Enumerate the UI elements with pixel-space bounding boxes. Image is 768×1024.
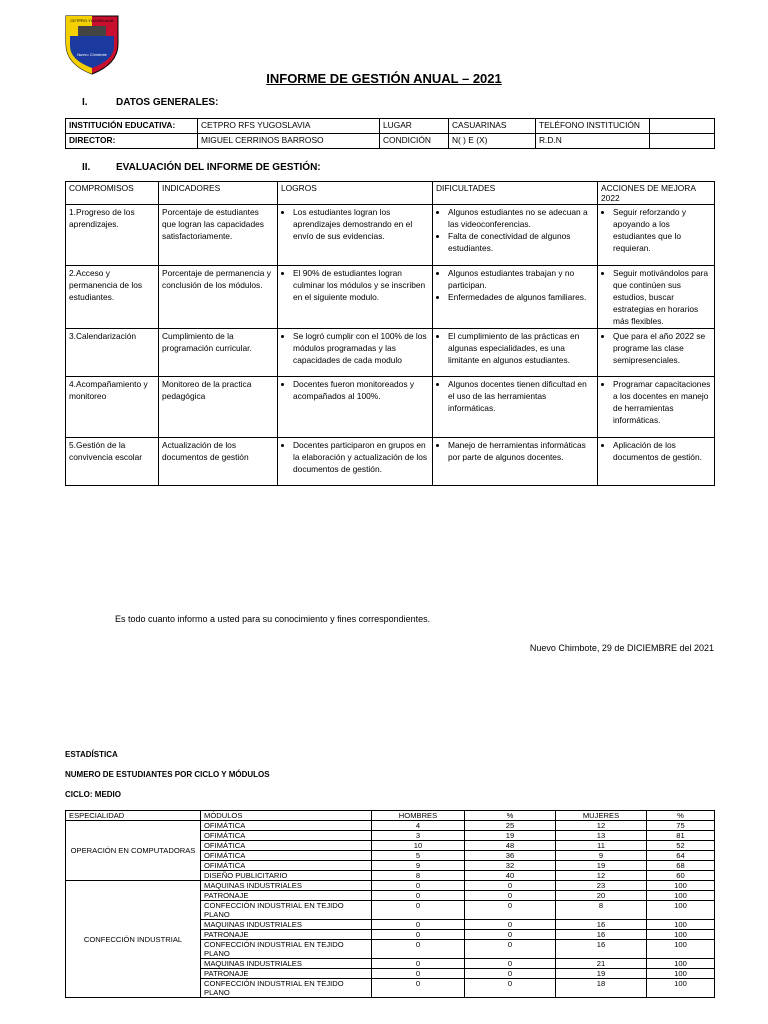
value-cell: 0 bbox=[372, 891, 465, 901]
stats-subtitle: NUMERO DE ESTUDIANTES POR CICLO Y MÓDULOS bbox=[65, 770, 270, 779]
modulo-cell: CONFECCIÓN INDUSTRIAL EN TEJIDO PLANO bbox=[201, 901, 372, 920]
value-cell: 100 bbox=[647, 920, 715, 930]
value-cell: 81 bbox=[647, 831, 715, 841]
modulo-cell: CONFECCIÓN INDUSTRIAL EN TEJIDO PLANO bbox=[201, 979, 372, 998]
value-cell: 0 bbox=[372, 940, 465, 959]
table-row bbox=[66, 821, 715, 831]
value-cell: 100 bbox=[647, 979, 715, 998]
list-item: • Algunos estudiantes trabajan y no participan. bbox=[448, 267, 594, 291]
value-cell: 13 bbox=[556, 831, 647, 841]
value-cell: 18 bbox=[556, 979, 647, 998]
value-cell: 23 bbox=[556, 881, 647, 891]
log-cell bbox=[278, 266, 433, 329]
value-cell: 0 bbox=[372, 930, 465, 940]
list-item: • Enfermedades de algunos familiares. bbox=[448, 291, 594, 303]
modulo-cell: MAQUINAS INDUSTRIALES bbox=[201, 920, 372, 930]
list-item: • Aplicación de los documentos de gestión. bbox=[613, 439, 711, 463]
list-item: • Se logró cumplir con el 100% de los módulos programadas y las capacidades de cada modulo bbox=[293, 330, 429, 366]
value-cell: 16 bbox=[556, 940, 647, 959]
value-cell: 16 bbox=[556, 920, 647, 930]
list-item: • Seguir motivándolos para que continúen sus estudios, buscar estrategias en horarios más flexibles. bbox=[613, 267, 711, 327]
value-cell: 0 bbox=[372, 920, 465, 930]
indicador-cell: Porcentaje de permanencia y conclusión de los módulos. bbox=[159, 266, 278, 329]
list-item: • Programar capacitaciones a los docentes en manejo de herramientas informáticas. bbox=[613, 378, 711, 426]
modulo-cell: OFIMÁTICA bbox=[201, 851, 372, 861]
log-cell bbox=[278, 205, 433, 266]
value-cell: 0 bbox=[465, 930, 556, 940]
report-date: Nuevo Chimbote, 29 de DICIEMBRE del 2021 bbox=[529, 643, 714, 653]
compromiso-cell: 4.Acompañamiento y monitoreo bbox=[66, 377, 159, 438]
value-cell: 0 bbox=[372, 969, 465, 979]
value-cell: 19 bbox=[556, 969, 647, 979]
value-cell: 9 bbox=[556, 851, 647, 861]
value-cell: 100 bbox=[647, 891, 715, 901]
acc-cell bbox=[598, 377, 715, 438]
acc-cell bbox=[598, 438, 715, 486]
list-item: • El 90% de estudiantes logran culminar los módulos y se inscriben en el siguiente modulo. bbox=[293, 267, 429, 303]
value-cell: 0 bbox=[372, 979, 465, 998]
value-cell: 100 bbox=[647, 969, 715, 979]
evaluation-row bbox=[66, 377, 715, 438]
especialidad-cell: CONFECCIÓN INDUSTRIAL bbox=[66, 881, 201, 998]
statistics-table: ESPECIALIDAD MÓDULOS HOMBRES % MUJERES % OPERACIÓN EN COMPUTADORAS OFIMÁTICA 4 25 12 75 OFIMÁTICA 3 19 13 81 OFIMÁTICA 10 48 11 52 OFIMÁTICA 5 36 9 64 OFIMÁTICA 9 32 19 68 DISEÑO PUBLICITARIO 8 40 12 60 CONFECCIÓN INDUSTRIAL MAQUINAS INDUSTRIALES 0 0 23 100 PATRONAJE 0 0 20 100 CONFECCIÓN INDUSTRIAL EN TEJIDO PLANO 0 0 8 100 MAQUINAS INDUSTRIALES 0 0 16 100 PATRONAJE 0 0 16 100 CONFECCIÓN INDUSTRIAL EN TEJIDO PLANO 0 0 16 100 MAQUINAS INDUSTRIALES 0 0 21 100 PATRONAJE 0 0 19 100 CONFECCIÓN INDUSTRIAL EN TEJIDO PLANO 0 0 18 100 bbox=[65, 810, 715, 998]
value-cell: 100 bbox=[647, 930, 715, 940]
value-cell: 8 bbox=[372, 871, 465, 881]
value-cell: 3 bbox=[372, 831, 465, 841]
value-cell: 75 bbox=[647, 821, 715, 831]
institution-logo bbox=[64, 14, 120, 76]
modulo-cell: PATRONAJE bbox=[201, 891, 372, 901]
table-row bbox=[66, 881, 715, 891]
stats-title: ESTADÍSTICA bbox=[65, 750, 118, 759]
value-cell: 100 bbox=[647, 959, 715, 969]
value-cell: 0 bbox=[372, 881, 465, 891]
value-cell: 100 bbox=[647, 940, 715, 959]
value-cell: 0 bbox=[465, 920, 556, 930]
value-cell: 8 bbox=[556, 901, 647, 920]
value-cell: 16 bbox=[556, 930, 647, 940]
compromiso-cell: 3.Calendarización bbox=[66, 329, 159, 377]
value-cell: 48 bbox=[465, 841, 556, 851]
dif-cell bbox=[433, 329, 598, 377]
value-cell: 52 bbox=[647, 841, 715, 851]
list-item: • Falta de conectividad de algunos estudiantes. bbox=[448, 230, 594, 254]
especialidad-cell: OPERACIÓN EN COMPUTADORAS bbox=[66, 821, 201, 881]
list-item: • Los estudiantes logran los aprendizajes demostrando en el envío de sus evidencias. bbox=[293, 206, 429, 242]
log-cell bbox=[278, 438, 433, 486]
evaluation-row bbox=[66, 266, 715, 329]
modulo-cell: MAQUINAS INDUSTRIALES bbox=[201, 881, 372, 891]
value-cell: 68 bbox=[647, 861, 715, 871]
modulo-cell: OFIMÁTICA bbox=[201, 821, 372, 831]
list-item: • Algunos docentes tienen dificultad en el uso de las herramientas informáticas. bbox=[448, 378, 594, 414]
value-cell: 10 bbox=[372, 841, 465, 851]
list-item: • Docentes fueron monitoreados y acompañados al 100%. bbox=[293, 378, 429, 402]
value-cell: 60 bbox=[647, 871, 715, 881]
value-cell: 25 bbox=[465, 821, 556, 831]
value-cell: 12 bbox=[556, 871, 647, 881]
log-cell bbox=[278, 377, 433, 438]
page-title: INFORME DE GESTIÓN ANUAL – 2021 bbox=[266, 71, 502, 86]
indicador-cell: Cumplimiento de la programación curricular. bbox=[159, 329, 278, 377]
value-cell: 0 bbox=[372, 901, 465, 920]
modulo-cell: PATRONAJE bbox=[201, 969, 372, 979]
value-cell: 5 bbox=[372, 851, 465, 861]
list-item: • Manejo de herramientas informáticas por parte de algunos docentes. bbox=[448, 439, 594, 463]
svg-text:CETPRO YUGOSLAVIA: CETPRO YUGOSLAVIA bbox=[70, 18, 114, 23]
value-cell: 0 bbox=[465, 891, 556, 901]
log-cell bbox=[278, 329, 433, 377]
evaluation-row bbox=[66, 329, 715, 377]
dif-cell bbox=[433, 266, 598, 329]
acc-cell bbox=[598, 266, 715, 329]
modulo-cell: OFIMÁTICA bbox=[201, 831, 372, 841]
acc-cell bbox=[598, 329, 715, 377]
value-cell: 19 bbox=[465, 831, 556, 841]
value-cell: 36 bbox=[465, 851, 556, 861]
value-cell: 32 bbox=[465, 861, 556, 871]
value-cell: 100 bbox=[647, 881, 715, 891]
value-cell: 0 bbox=[465, 901, 556, 920]
value-cell: 64 bbox=[647, 851, 715, 861]
modulo-cell: PATRONAJE bbox=[201, 930, 372, 940]
modulo-cell: MAQUINAS INDUSTRIALES bbox=[201, 959, 372, 969]
evaluation-row bbox=[66, 205, 715, 266]
value-cell: 12 bbox=[556, 821, 647, 831]
svg-text:Nuevo Chimbote: Nuevo Chimbote bbox=[77, 52, 107, 57]
value-cell: 9 bbox=[372, 861, 465, 871]
acc-cell bbox=[598, 205, 715, 266]
closing-statement: Es todo cuanto informo a usted para su conocimiento y fines correspondientes. bbox=[115, 614, 431, 624]
list-item: • El cumplimiento de las prácticas en algunas especialidades, es una limitante en algunos estudiantes. bbox=[448, 330, 594, 366]
dif-cell bbox=[433, 438, 598, 486]
indicador-cell: Porcentaje de estudiantes que logran las capacidades satisfactoriamente. bbox=[159, 205, 278, 266]
modulo-cell: CONFECCIÓN INDUSTRIAL EN TEJIDO PLANO bbox=[201, 940, 372, 959]
indicador-cell: Monitoreo de la practica pedagógica bbox=[159, 377, 278, 438]
value-cell: 40 bbox=[465, 871, 556, 881]
value-cell: 0 bbox=[465, 959, 556, 969]
value-cell: 100 bbox=[647, 901, 715, 920]
value-cell: 21 bbox=[556, 959, 647, 969]
value-cell: 0 bbox=[465, 940, 556, 959]
value-cell: 4 bbox=[372, 821, 465, 831]
list-item: • Seguir reforzando y apoyando a los estudiantes que lo requieran. bbox=[613, 206, 711, 254]
evaluation-table: COMPROMISOS INDICADORES LOGROS DIFICULTADES ACCIONES DE MEJORA 2022 1.Progreso de los aprendizajes. Porcentaje de estudiantes que logran las capacidades satisfactoriamente. • Los estudiantes logran los aprendizajes demostrando en el envío de sus evidencias. • Algunos estudiantes no se adecuan a las videoconferencias. • Falta de conectividad de algunos estudiantes. • Seguir reforzando y apoyando a los estudiantes que lo requieran. 2.Acceso y permanencia de los estudiantes. Porcentaje de permanencia y conclusión de los módulos. • El 90% de estudiantes logran culminar los módulos y se inscriben en el siguiente modulo. • Algunos estudiantes trabajan y no participan. • Enfermedades de algunos familiares. • Seguir motivándolos para que continúen sus estudios, buscar estrategias en horarios más flexibles. 3.Calendarización Cumplimiento de la programación curricular. • Se logró cumplir con el 100% de los módulos programadas y las capacidades de cada modulo • El cumplimiento de las prácticas en algunas especialidades, es una limitante en algunos estudiantes. • Que para el año 2022 se programe las clase semipresenciales. 4.Acompañamiento y monitoreo Monitoreo de la practica pedagógica • Docentes fueron monitoreados y acompañados al 100%. • Algunos docentes tienen dificultad en el uso de las herramientas informáticas. • Programar capacitaciones a los docentes en manejo de herramientas informáticas. 5.Gestión de la convivencia escolar Actualización de los documentos de gestión • Docentes participaron en grupos en la elaboración y actualización de los documentos de gestión. • Manejo de herramientas informáticas por parte de algunos docentes. • Aplicación de los documentos de gestión. bbox=[65, 181, 715, 486]
section-evaluation-heading: II. EVALUACIÓN DEL INFORME DE GESTIÓN: bbox=[82, 162, 321, 173]
stats-cycle: CICLO: MEDIO bbox=[65, 790, 121, 799]
value-cell: 0 bbox=[465, 969, 556, 979]
compromiso-cell: 5.Gestión de la convivencia escolar bbox=[66, 438, 159, 486]
value-cell: 0 bbox=[465, 881, 556, 891]
value-cell: 20 bbox=[556, 891, 647, 901]
compromiso-cell: 1.Progreso de los aprendizajes. bbox=[66, 205, 159, 266]
modulo-cell: OFIMÁTICA bbox=[201, 841, 372, 851]
evaluation-row bbox=[66, 438, 715, 486]
list-item: • Algunos estudiantes no se adecuan a las videoconferencias. bbox=[448, 206, 594, 230]
value-cell: 0 bbox=[465, 979, 556, 998]
compromiso-cell: 2.Acceso y permanencia de los estudiantes. bbox=[66, 266, 159, 329]
section-general-heading: I. DATOS GENERALES: bbox=[82, 97, 219, 108]
value-cell: 11 bbox=[556, 841, 647, 851]
list-item: • Docentes participaron en grupos en la elaboración y actualización de los documentos de gestión. bbox=[293, 439, 429, 475]
dif-cell bbox=[433, 205, 598, 266]
indicador-cell: Actualización de los documentos de gestión bbox=[159, 438, 278, 486]
value-cell: 0 bbox=[372, 959, 465, 969]
modulo-cell: DISEÑO PUBLICITARIO bbox=[201, 871, 372, 881]
general-data-table: INSTITUCIÓN EDUCATIVA: CETPRO RFS YUGOSLAVIA LUGAR CASUARINAS TELÉFONO INSTITUCIÓN DIRECTOR: MIGUEL CERRINOS BARROSO CONDICIÓN N( ) E (X) R.D.N bbox=[65, 118, 715, 149]
modulo-cell: OFIMÁTICA bbox=[201, 861, 372, 871]
value-cell: 19 bbox=[556, 861, 647, 871]
dif-cell bbox=[433, 377, 598, 438]
list-item: • Que para el año 2022 se programe las clase semipresenciales. bbox=[613, 330, 711, 366]
